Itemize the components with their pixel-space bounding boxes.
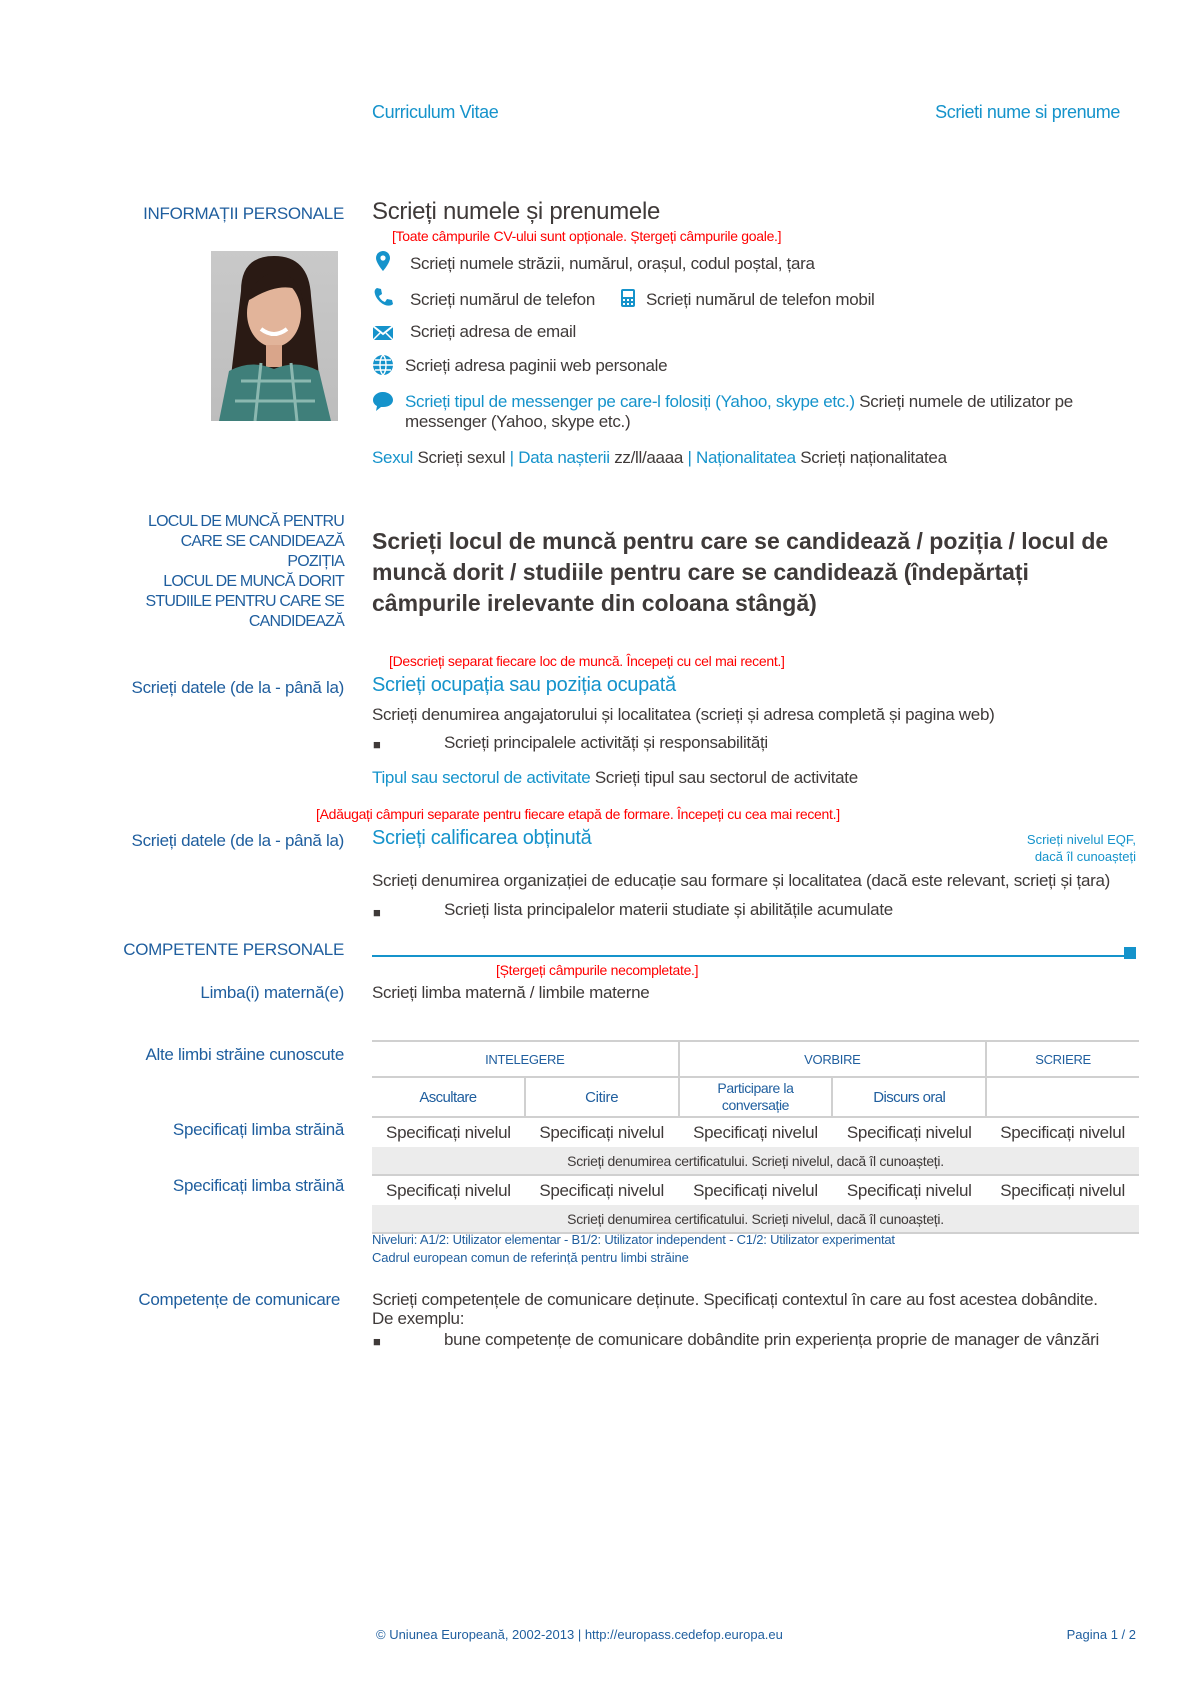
sex-label: Sexul <box>372 448 414 467</box>
email-icon <box>372 322 394 344</box>
profile-photo <box>211 251 338 421</box>
communication-text <box>372 1290 1152 1328</box>
job-label-line: CARE SE CANDIDEAZĂ <box>180 533 344 550</box>
mother-tongue-label: Limba(i) maternă(e) <box>200 983 344 1002</box>
education-dates: Scrieți datele (de la - până la) <box>131 831 344 850</box>
job-title-line: muncă dorit / studiile pentru care se candidează (îndepărtați <box>372 559 1029 585</box>
levels-note: Niveluri: A1/2: Utilizator elementar - B1/2: Utilizator independent - C1/2: Utilizator experimentat <box>372 1232 895 1247</box>
header-title: Curriculum Vitae <box>372 102 499 122</box>
job-label-line: POZIȚIA <box>287 553 344 570</box>
experience-activities: Scrieți principalele activități și responsabilități <box>444 733 768 752</box>
other-languages-label: Alte limbi străine cunoscute <box>145 1045 344 1064</box>
level-cell[interactable]: Specificați nivelul <box>386 1180 511 1200</box>
job-title-line: câmpurile irelevante din coloana stângă) <box>372 590 817 616</box>
sub-listening: Ascultare <box>372 1077 525 1117</box>
level-cell[interactable]: Specificați nivelul <box>1000 1122 1125 1142</box>
communication-line: Scrieți competențele de comunicare deținute. Specificați contextul în care au fost acestea dobândite. <box>372 1290 1098 1309</box>
level-cell[interactable]: Specificați nivelul <box>693 1180 818 1200</box>
certificate-row: Scrieți denumirea certificatului. Scrieți nivelul, dacă îl cunoașteți. <box>567 1210 944 1227</box>
mobile-icon <box>620 288 636 308</box>
experience-dates: Scrieți datele (de la - până la) <box>131 678 344 697</box>
foreign-language-label: Specificați limba străină <box>172 1176 344 1195</box>
messenger-user-line2: messenger (Yahoo, skype etc.) <box>405 412 631 431</box>
head-understanding: INTELEGERE <box>372 1041 679 1077</box>
mobile-text: Scrieți numărul de telefon mobil <box>646 290 875 309</box>
education-qualification: Scrieți calificarea obținută <box>372 827 592 849</box>
mother-tongue-value: Scrieți limba maternă / limbile materne <box>372 983 650 1002</box>
experience-employer: Scrieți denumirea angajatorului și localitatea (scrieți și adresa completă și pagina web) <box>372 705 995 724</box>
separator: | <box>509 448 514 467</box>
email-text: Scrieți adresa de email <box>410 322 577 341</box>
messenger-block <box>405 392 1125 412</box>
sub-writing <box>986 1077 1139 1117</box>
separator: | <box>687 448 692 467</box>
level-cell[interactable]: Specificați nivelul <box>539 1180 665 1200</box>
skills-note: [Ștergeți câmpurile necompletate.] <box>496 962 699 978</box>
location-icon <box>372 250 394 272</box>
sub-interaction-line: conversație <box>721 1097 790 1113</box>
eqf-line: dacă îl cunoașteți <box>1034 849 1136 864</box>
sub-interaction-line: Participare la <box>717 1080 794 1096</box>
sector-value: Scrieți tipul sau sectorul de activitate <box>594 768 858 787</box>
messenger-user: Scrieți numele de utilizator pe <box>859 392 1073 411</box>
head-writing: SCRIERE <box>1035 1051 1091 1067</box>
bullet: ■ <box>373 1334 381 1349</box>
eqf-line: Scrieți nivelul EQF, <box>1026 832 1136 847</box>
footer-page: Pagina 1 / 2 <box>1066 1627 1136 1642</box>
language-table <box>372 1040 1139 1234</box>
level-cell[interactable]: Specificați nivelul <box>846 1122 972 1142</box>
education-note: [Adăugați câmpuri separate pentru fiecare etapă de formare. Începeți cu cea mai recent.] <box>316 806 840 822</box>
web-text: Scrieți adresa paginii web personale <box>405 356 668 375</box>
sub-interaction <box>679 1077 833 1117</box>
job-label-line: LOCUL DE MUNCĂ DORIT <box>163 573 344 590</box>
personal-details-row <box>372 448 947 468</box>
phone-icon <box>372 286 394 308</box>
divider-square <box>1124 947 1136 959</box>
bullet: ■ <box>373 905 381 920</box>
communication-example: bune competențe de comunicare dobândite prin experiența proprie de manager de vânzări <box>444 1330 1099 1349</box>
job-title-line: Scrieți locul de muncă pentru care se candidează / poziția / locul de <box>372 528 1109 554</box>
phone-text: Scrieți numărul de telefon <box>410 290 595 309</box>
section-divider <box>372 955 1124 957</box>
level-cell[interactable]: Specificați nivelul <box>846 1180 972 1200</box>
footer-copyright: © Uniunea Europeană, 2002-2013 | http://europass.cedefop.europa.eu <box>376 1627 783 1642</box>
section-label-skills: COMPETENTE PERSONALE <box>123 940 344 959</box>
job-label-line: CANDIDEAZĂ <box>248 613 344 630</box>
sub-reading: Citire <box>525 1077 679 1117</box>
level-cell[interactable]: Specificați nivelul <box>386 1122 511 1142</box>
eqf-level <box>1027 831 1136 865</box>
optional-note: [Toate câmpurile CV-ului sunt opționale. Ștergeți câmpurile goale.] <box>392 228 782 244</box>
web-icon <box>372 354 394 376</box>
address-text: Scrieți numele străzii, numărul, orașul, codul poștal, țara <box>410 254 815 273</box>
experience-note: [Descrieți separat fiecare loc de muncă. Începeți cu cel mai recent.] <box>389 653 785 669</box>
sex-value: Scrieți sexul <box>417 448 506 467</box>
level-cell[interactable]: Specificați nivelul <box>693 1122 818 1142</box>
birth-value: zz/ll/aaaa <box>614 448 684 467</box>
framework-note: Cadrul european comun de referință pentru limbi străine <box>372 1250 689 1265</box>
head-speaking: VORBIRE <box>679 1041 987 1077</box>
job-label-line: LOCUL DE MUNCĂ PENTRU <box>148 513 344 530</box>
certificate-row: Scrieți denumirea certificatului. Scrieți nivelul, dacă îl cunoașteți. <box>567 1152 944 1169</box>
section-label-personal: INFORMAȚII PERSONALE <box>143 204 344 223</box>
nationality-value: Scrieți naționalitatea <box>800 448 947 467</box>
communication-label: Competențe de comunicare <box>138 1290 340 1309</box>
sector-label: Tipul sau sectorul de activitate <box>372 768 591 787</box>
education-organisation: Scrieți denumirea organizației de educație sau formare și localitatea (dacă este relevant, scrieți și țara) <box>372 871 1110 890</box>
communication-line: De exemplu: <box>372 1309 465 1328</box>
education-subjects: Scrieți lista principalelor materii studiate și abilitățile acumulate <box>444 900 893 919</box>
header-name: Scrieti nume si prenume <box>935 102 1120 122</box>
level-cell[interactable]: Specificați nivelul <box>539 1122 665 1142</box>
nationality-label: Naționalitatea <box>696 448 796 467</box>
experience-sector <box>372 768 858 788</box>
job-label-line: STUDIILE PENTRU CARE SE <box>145 593 344 610</box>
messenger-icon <box>372 390 394 412</box>
level-cell[interactable]: Specificați nivelul <box>1000 1180 1125 1200</box>
messenger-type: Scrieți tipul de messenger pe care-l folosiți (Yahoo, skype etc.) <box>405 392 855 411</box>
experience-occupation: Scrieți ocupația sau poziția ocupată <box>372 674 676 696</box>
section-label-job <box>145 512 344 632</box>
job-applied-title <box>372 526 1162 619</box>
bullet: ■ <box>373 737 381 752</box>
birth-label: Data nașterii <box>518 448 610 467</box>
foreign-language-label: Specificați limba străină <box>172 1120 344 1139</box>
person-name: Scrieți numele și prenumele <box>372 198 661 225</box>
sub-production: Discurs oral <box>832 1077 986 1117</box>
